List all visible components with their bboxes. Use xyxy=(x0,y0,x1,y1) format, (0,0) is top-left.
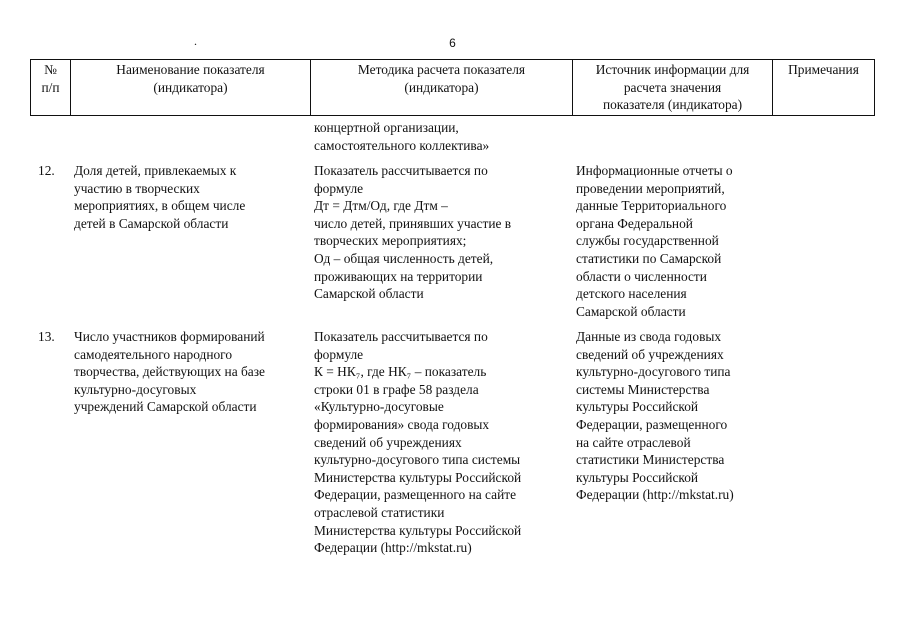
information-source: Информационные отчеты о проведении мероприятий, данные Территориального органа Федеральной службы государственной статистики по Самарской области о численности детского населения Самарской области xyxy=(576,163,733,319)
stray-mark: . xyxy=(194,34,197,48)
page-number: 6 xyxy=(449,36,456,50)
indicator-name: Доля детей, привлекаемых к участию в творческих мероприятиях, в общем числе детей в Самарской области xyxy=(74,163,246,231)
continuation-text: концертной организации, самостоятельного коллектива» xyxy=(314,120,490,153)
header-row xyxy=(31,60,875,116)
header-col-method: Методика расчета показателя (индикатора) xyxy=(311,60,573,116)
calculation-method: Показатель рассчитывается по формуле К = НК₇, где НК₇ – показатель строки 01 в графе 58 раздела «Культурно-досуговые формирования» свода годовых сведений об учреждениях культурно-досугового типа системы Министерства культуры Российской Федерации, размещенного на сайте отраслевой статистики Министерства культуры Российской Федерации (http://mkstat.ru) xyxy=(314,329,522,556)
information-source: Данные из свода годовых сведений об учреждениях культурно-досугового типа системы Министерства культуры Российской Федерации, размещенного на сайте отраслевой статистики Министерства культуры Российской Федерации (http://mkstat.ru) xyxy=(576,329,734,503)
header-col-name: Наименование показателя (индикатора) xyxy=(71,60,311,116)
row-number: 12. xyxy=(38,163,55,178)
table-header xyxy=(30,59,875,116)
header-col-number: № п/п xyxy=(31,60,71,116)
indicator-name: Число участников формирований самодеятельного народного творчества, действующих на базе культурно-досуговых учреждений Самарской области xyxy=(74,329,265,415)
header-col-source: Источник информации для расчета значения показателя (индикатора) xyxy=(573,60,773,116)
row-number: 13. xyxy=(38,329,55,344)
header-col-notes: Примечания xyxy=(773,60,875,116)
calculation-method: Показатель рассчитывается по формуле Дт = Дтм/Од, где Дтм – число детей, принявших участие в творческих мероприятиях; Од – общая численность детей, проживающих на территории Самарской области xyxy=(314,163,512,302)
